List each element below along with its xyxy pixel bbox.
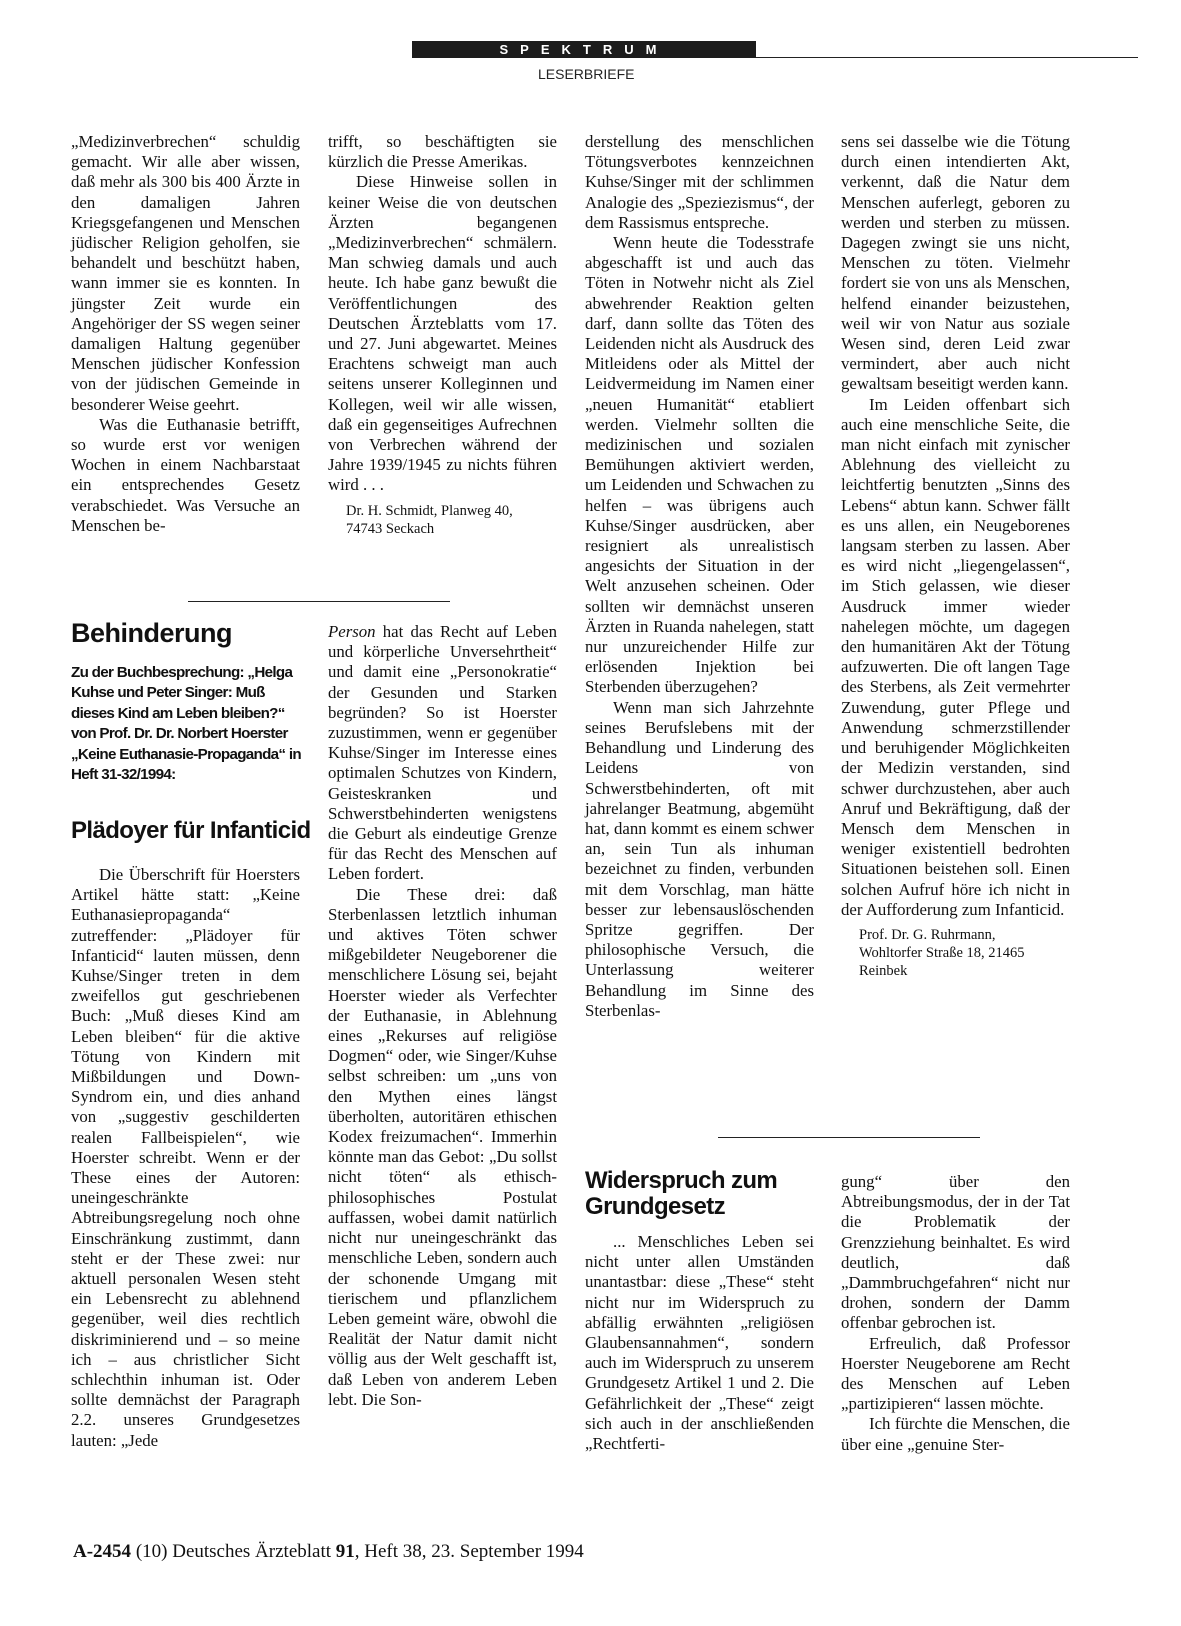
letter3-column-4 — [841, 1172, 1070, 1455]
section-title: SPEKTRUM — [499, 42, 669, 57]
letter3-column-3 — [585, 1232, 814, 1454]
letter2-column-3 — [585, 132, 814, 1021]
paragraph: Die These drei: daß Sterbenlassen letztlich inhuman und aktives Töten schwer mißgebildeter Neugeborener die menschlichere Lösung sei, bejaht Hoerster wieder als Verfechter der Euthanasie, in Ablehnung eines „Rekurses auf religiöse Dogmen“ oder, wie Singer/Kuhse selbst schreiben: um „uns von den Mythen eines längst überholten, autoritären ethischen Kodex freizumachen“. Immerhin könnte man das Gebot: „Du sollst nicht töten“ als ethisch-philosophisches Postulat auffassen, wobei damit natürlich nicht nur uneingeschränkt das menschliche Leben, sondern auch der schonende Umgang mit tierischem und pflanzlichem Leben gemeint wäre, obwohl die Realität der Natur damit nicht völlig aus der Welt geschafft ist, daß Leben von anderem Leben lebt. Die Son- — [328, 884, 557, 1409]
italic-word: Person — [328, 622, 376, 641]
journal-name: Deutsches Ärzteblatt — [172, 1541, 332, 1562]
paragraph: sens sei dasselbe wie die Tötung durch einen intendierten Akt, verkennt, daß die Natur dem Menschen auferlegt, geboren zu werden und sterben zu müssen. Dagegen zwingt sie uns nicht, Menschen zu töten. Vielmehr fordert sie von uns als Menschen, helfend einander beizustehen, weil wir von Natur aus soziale Wesen sind, deren Leid zwar vermindert, aber auch nicht gewaltsam beseitigt werden kann. — [841, 132, 1070, 394]
letter1-column-1 — [71, 132, 300, 536]
paragraph: „Medizinverbrechen“ schuldig gemacht. Wir alle aber wissen, daß mehr als 300 bis 400 Ärzte in den damaligen Jahren Kriegsgefangenen und Menschen jüdischer Religion geholfen, sie behandelt und beschützt haben, wann immer sie es konnten. In jüngster Zeit wurde ein Angehöriger der SS wegen seiner damaligen Haltung gegenüber Menschen jüdischer Konfession von der jüdischen Gemeinde in besonderer Weise geehrt. — [71, 132, 300, 414]
paragraph: Was die Euthanasie betrifft, so wurde erst vor wenigen Wochen in einem Nachbarstaat ein entsprechendes Gesetz verabschiedet. Was Versuche an Menschen be- — [71, 414, 300, 535]
letter2-column-4 — [841, 132, 1070, 980]
paragraph: trifft, so beschäftigten sie kürzlich die Presse Amerikas. — [328, 132, 557, 172]
issue-info: , Heft 38, 23. September 1994 — [354, 1541, 584, 1562]
divider — [188, 601, 450, 602]
paragraph: derstellung des menschlichen Tötungsverbotes kennzeichnen Kuhse/Singer mit der schlimmen Analogie des „Speziezismus“, der dem Rassismus entspreche. — [585, 132, 814, 232]
paragraph: Wenn heute die Todesstrafe abgeschafft ist und auch das Töten in Notwehr nicht als Ziel abwehrender Reaktion gelten darf, dann sollte das Töten des Leidenden nicht als Ausdruck des Mitleidens oder als Mittel der Leidvermeidung im Namen einer „neuen Humanität“ etabliert werden. Vielmehr sollten die medizinischen und sozialen Bemühungen aktiviert werden, um Leidenden und Schwachen zu helfen – was übrigens auch Kuhse/Singer ausdrücken, aber resigniert als unrealistisch angesichts der Situation in der Welt anzusehen scheinen. Oder sollten wir demnächst unseren Ärzten in Ruanda nahelegen, statt nur unzureichender Hilfe zur erlösenden Injektion bei Sterbenden überzugehen? — [585, 233, 814, 697]
letter1-column-2 — [328, 132, 557, 538]
paragraph — [328, 622, 557, 885]
letter2-signature — [841, 926, 1070, 980]
signature-line: Prof. Dr. G. Ruhrmann, — [859, 926, 996, 943]
letter1-signature — [328, 502, 557, 538]
paragraph: Die Überschrift für Hoersters Artikel hätte statt: „Keine Euthanasiepropaganda“ zutreffender: „Plädoyer für Infanticid“ lauten müssen, denn Kuhse/Singer treten in dem zweifellos gut geschriebenen Buch: „Muß dieses Kind am Leben bleiben“ für die aktive Tötung von Kindern mit Mißbildungen und Down-Syndrom ein, und dies anhand von „suggestiv geschilderten realen Fallbeispielen“, wie Hoerster schreibt. Wenn er der These eines der Autoren: uneingeschränkte Abtreibungsregelung noch ohne Einschränkung zustimmt, dann steht er der These zwei: nur aktuell personalen Wesen steht ein Lebensrecht zu ablehnend gegenüber, weil dies rechtlich diskriminierend und – so meine ich – aus christlicher Sicht schlechthin inhuman ist. Oder sollte demnächst der Paragraph 2.2. unseres Grundgesetzes lauten: „Jede — [71, 865, 300, 1450]
paragraph: Im Leiden offenbart sich auch eine menschliche Seite, die man nicht einfach mit zynischer Ablehnung des vielleicht zu leichtfertig benutzten „Sinns des Lebens“ abtun kann. Schwer fällt es uns allen, ein Neugeborenes langsam sterben zu lassen. Aber es wird nicht „liegengelassen“, im Stich gelassen, wie dieser Ausdruck immer wieder nahelegen möchte, um dagegen den humanitären Akt der Tötung aufzuwerten. Die oft langen Tage des Sterbens, als Zeit vermehrter Zuwendung, guter Pflege und Anwendung schmerzstillender und beruhigender Möglichkeiten der Medizin verstanden, sind schwer durchzustehen, aber auch Anruf und Bekräftigung, daß der Mensch dem Menschen in weniger existentiell bedrohten Situationen beistehen soll. Einen solchen Aufruf höre ich nicht in der Aufforderung zum Infanticid. — [841, 394, 1070, 919]
signature-line: Wohltorfer Straße 18, 21465 — [859, 944, 1025, 961]
paragraph: Ich fürchte die Menschen, die über eine „genuine Ster- — [841, 1414, 1070, 1454]
page-footer — [73, 1541, 584, 1563]
letter2-heading: Plädoyer für Infanticid — [71, 817, 311, 844]
letter2-column-2 — [328, 622, 557, 1410]
signature-line: Dr. H. Schmidt, Planweg 40, — [346, 502, 513, 519]
paragraph: Erfreulich, daß Professor Hoerster Neugeborene am Recht des Menschen auf Leben „partizipieren“ lassen möchte. — [841, 1333, 1070, 1414]
paragraph: gung“ über den Abtreibungsmodus, der in der Tat die Problematik der Grenzziehung beinhaltet. Es wird deutlich, daß „Dammbruchgefahren“ nicht nur drohen, sondern der Damm offenbar gebrochen ist. — [841, 1172, 1070, 1333]
subsection-label: LESERBRIEFE — [538, 66, 635, 82]
paragraph: Diese Hinweise sollen in keiner Weise die von deutschen Ärzten begangenen „Medizinverbrechen“ schmälern. Man schwieg damals und auch heute. Ich habe ganz bewußt die Veröffentlichungen des Deutschen Ärzteblatts vom 17. und 27. Juni abgewartet. Meines Erachtens schweigt man auch seitens unserer Kolleginnen und Kollegen, weil wir alle wissen, daß ein gegenseitiges Aufrechnen von Verbrechen während der Jahre 1939/1945 zu nichts führen wird . . . — [328, 172, 557, 495]
page-number: (10) — [135, 1541, 168, 1562]
letter3-heading: Widerspruch zum Grundgesetz — [585, 1167, 778, 1220]
signature-line: 74743 Seckach — [346, 520, 435, 537]
paragraph: Wenn man sich Jahrzehnte seines Berufslebens mit der Behandlung und Linderung des Leidens von Schwerstbehinderten, oft mit jahrelanger Beatmung, abgemüht hat, dann kommt es einem schwer an, sein Tun als inhuman bezeichnet zu finden, verbunden mit dem Vorschlag, man hätte besser zur lebensauslöschenden Spritze gegriffen. Der philosophische Versuch, die Unterlassung weiterer Behandlung im Sinne des Sterbenlas- — [585, 697, 814, 1020]
paragraph-text: hat das Recht auf Leben und körperliche Unversehrtheit“ und damit eine „Personokratie“ der Gesunden und Starken begründen? So ist Hoerster zuzustimmen, wenn er gegenüber Kuhse/Singer im Interesse eines optimalen Schutzes von Kindern, Geisteskranken und Schwerstbehinderten wenigstens die Geburt als eindeutige Grenze für das Recht des Menschen auf Leben fordert. — [328, 622, 557, 884]
page-code: A-2454 — [73, 1541, 132, 1562]
signature-line: Reinbek — [859, 962, 908, 979]
section-banner — [412, 41, 756, 58]
topic-heading: Behinderung — [71, 618, 232, 648]
topic-intro: Zu der Buchbesprechung: „Helga Kuhse und Peter Singer: Muß dieses Kind am Leben bleiben?“ von Prof. Dr. Dr. Norbert Hoerster „Keine Euthanasie-Propaganda“ in Heft 31-32/1994: — [71, 664, 301, 784]
paragraph: ... Menschliches Leben sei nicht unter allen Umständen unantastbar: diese „These“ steht nicht nur im Widerspruch zu abfällig erwähnten „religiösen Glaubensannahmen“, sondern auch im Widerspruch zu unserem Grundgesetz Artikel 1 und 2. Die Gefährlichkeit der „These“ zeigt sich auch in der anschließenden „Rechtferti- — [585, 1232, 814, 1454]
divider — [718, 1137, 980, 1138]
journal-volume: 91 — [335, 1541, 355, 1562]
letter2-column-1 — [71, 865, 300, 1451]
header-rule — [756, 57, 1138, 58]
